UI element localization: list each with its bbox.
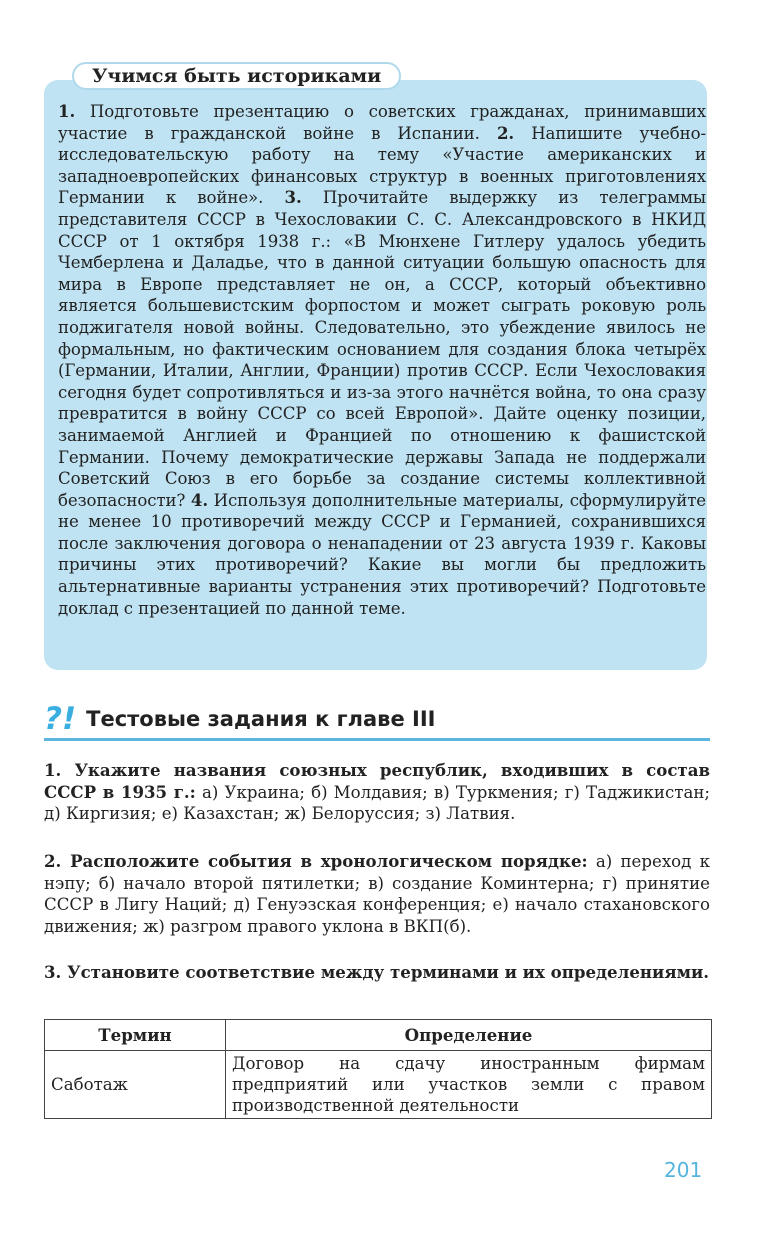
tests-title: Тестовые задания к главе III — [86, 707, 436, 731]
test-question-1 — [44, 760, 710, 825]
test-question-3 — [44, 962, 710, 984]
terms-table — [44, 1019, 712, 1119]
table-header-definition: Определение — [226, 1020, 712, 1051]
task-4-number: 4. — [190, 489, 208, 510]
task-1-number: 1. — [58, 101, 76, 121]
table-cell-definition: Договор на сдачу иностранным фирмам предприятий или участков земли с правом производственной деятельности — [226, 1051, 712, 1119]
task-1-text: Подготовьте презентацию о советских гражданах, принимавших участие в гражданской войне в Испании. — [58, 102, 706, 143]
test-question-2-options: а) переход к нэпу; б) начало второй пятилетки; в) создание Коминтерна; г) принятие СССР в Лигу Наций; д) Генуэзская конференция; е) начало стахановского движения; ж) разгром правого уклона в ВКП(б). — [44, 852, 711, 936]
historian-tasks-text — [58, 101, 706, 619]
task-2-number: 2. — [496, 122, 515, 143]
tests-header — [44, 700, 710, 741]
task-3-text: Прочитайте выдержку из телеграммы представителя СССР в Чехословакии С. С. Александровского в НКИД СССР от 1 октября 1938 г.: «В Мюнхене Гитлеру удалось убедить Чемберлена и Даладье, что в данной ситуации большую опасность для мира в Европе представляет не он, а СССР, который объективно является большевистским форпостом и может сыграть роковую роль поджигателя новой войны. Следовательно, это убеждение явилось не формальным, но фактическим основанием для создания блока четырёх (Германии, Италии, Англии, Франции) против СССР. Если Чехословакия сегодня будет сопротивляться и из-за этого начнётся война, то она сразу превратится в войну СССР со всей Европой». Дайте оценку позиции, занимаемой Англией и Францией по отношению к фашистской Германии. Почему демократические державы Запада не поддержали Советский Союз в его борьбе за создание системы коллективной безопасности? — [58, 188, 706, 510]
table-header-term: Термин — [45, 1020, 226, 1051]
historian-tasks-tab — [72, 62, 401, 90]
test-question-2-prompt: 2. Расположите события в хронологическом порядке: — [44, 851, 588, 871]
table-header-row — [45, 1020, 712, 1051]
task-4-text: Используя дополнительные материалы, сформулируйте не менее 10 противоречий между СССР и Германией, сохранившихся после заключения договора о ненападении от 23 августа 1939 г. Каковы причины этих противоречий? Какие вы могли бы предложить альтернативные варианты устранения этих противоречий? Подготовьте доклад с презентацией по данной теме. — [58, 490, 706, 618]
test-question-1-options: а) Украина; б) Молдавия; в) Туркмения; г) Таджикистан; д) Киргизия; е) Казахстан; ж) Белоруссия; з) Латвия. — [44, 782, 710, 824]
table-cell-term: Саботаж — [45, 1051, 226, 1119]
historian-tasks-title: Учимся быть историками — [92, 65, 382, 87]
test-question-3-prompt: 3. Установите соответствие между терминами и их определениями. — [44, 962, 710, 982]
page-number: 201 — [664, 1158, 703, 1182]
table-row — [45, 1051, 712, 1119]
task-2-text: Напишите учебно-исследовательскую работу на тему «Участие американских и западноевропейских финансовых структур в военных приготовлениях Германии к войне». — [58, 123, 706, 208]
task-3-number: 3. — [284, 187, 302, 208]
test-question-1-prompt: 1. Укажите названия союзных республик, входивших в состав СССР в 1935 г.: — [44, 760, 710, 802]
test-question-2 — [44, 851, 710, 937]
question-exclamation-icon: ?! — [44, 700, 77, 737]
